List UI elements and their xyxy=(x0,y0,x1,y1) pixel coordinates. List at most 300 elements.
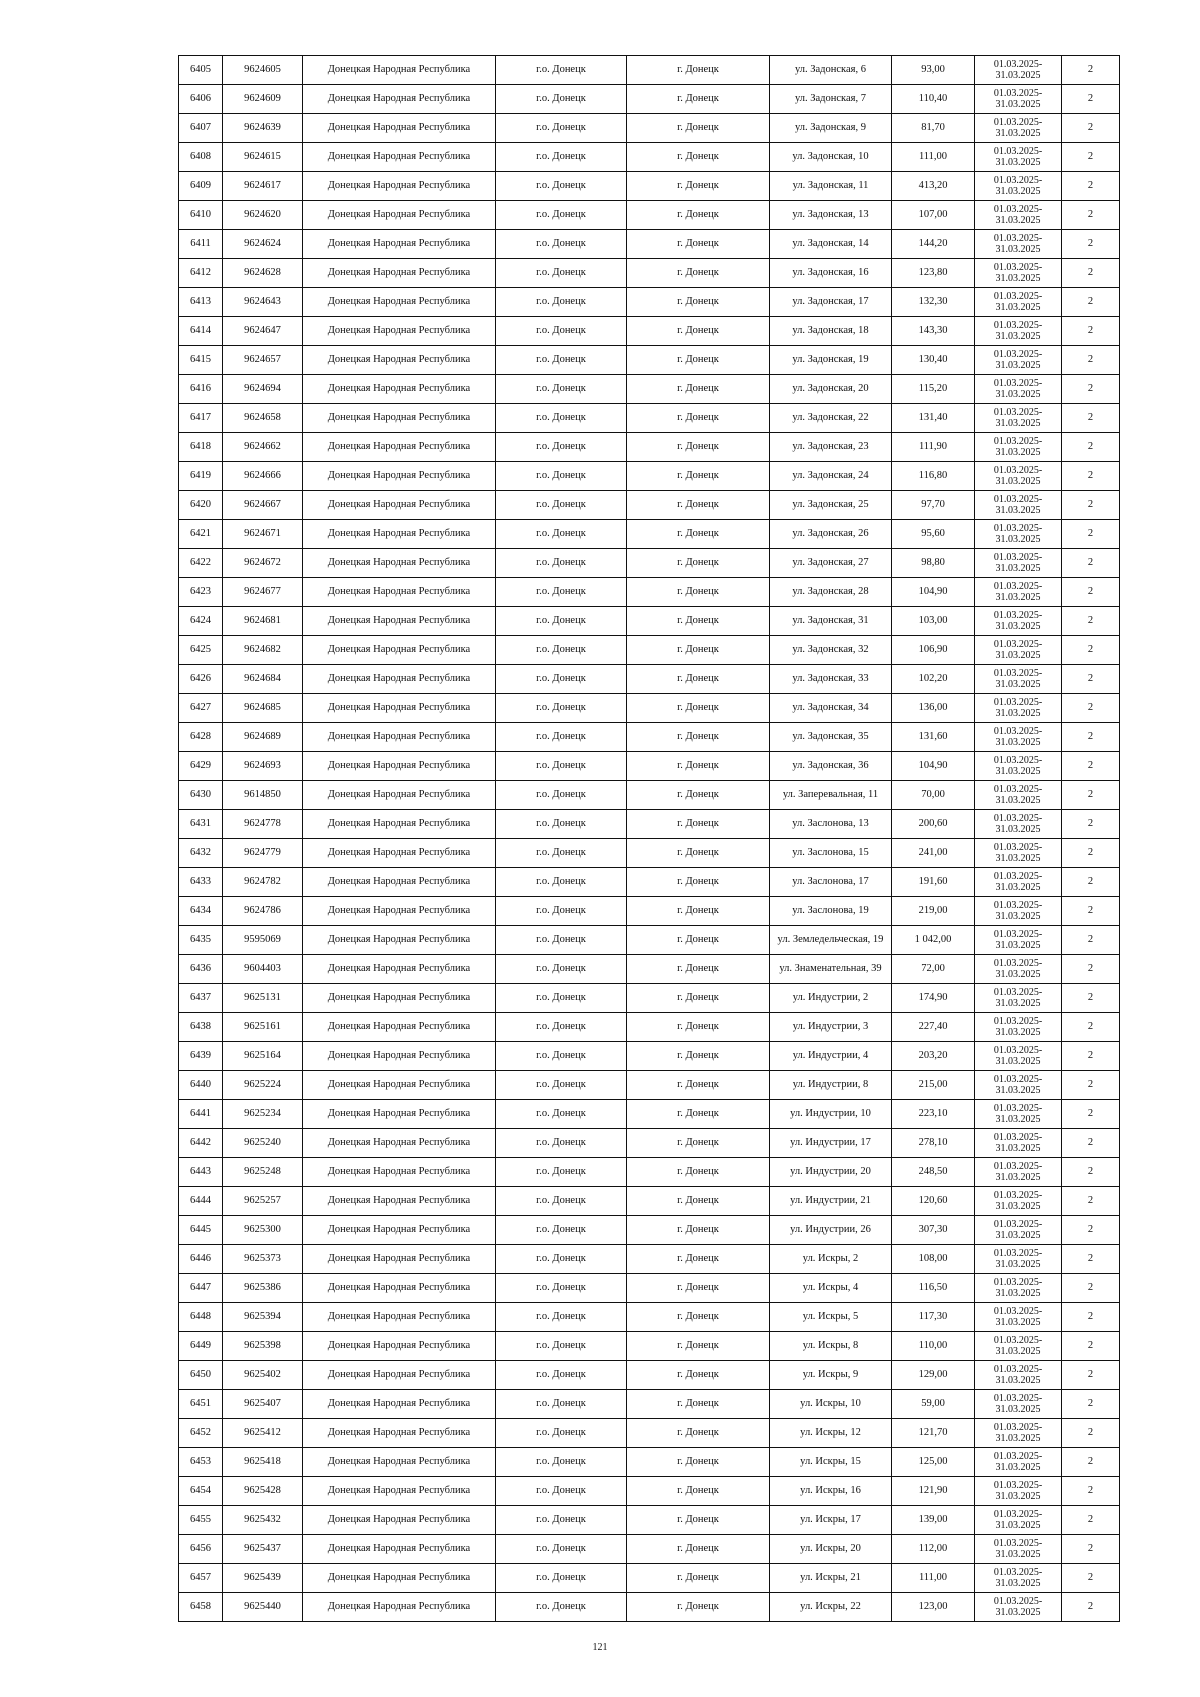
city-cell: г. Донецк xyxy=(627,404,770,433)
table-row xyxy=(179,549,1120,578)
category-cell: 2 xyxy=(1062,1535,1120,1564)
period-start: 01.03.2025- xyxy=(993,59,1043,70)
area-cell: 129,00 xyxy=(892,1361,975,1390)
row-number-cell: 6405 xyxy=(179,56,223,85)
table-row xyxy=(179,317,1120,346)
address-cell: ул. Задонская, 7 xyxy=(770,85,892,114)
row-number-cell: 6424 xyxy=(179,607,223,636)
area-cell: 116,80 xyxy=(892,462,975,491)
period-cell xyxy=(975,375,1062,404)
period-start: 01.03.2025- xyxy=(993,1393,1043,1404)
municipality-cell: г.о. Донецк xyxy=(496,375,627,404)
region-cell: Донецкая Народная Республика xyxy=(303,665,496,694)
row-number-cell: 6410 xyxy=(179,201,223,230)
table-row xyxy=(179,810,1120,839)
region-cell: Донецкая Народная Республика xyxy=(303,85,496,114)
address-cell: ул. Индустрии, 3 xyxy=(770,1013,892,1042)
table-row xyxy=(179,1100,1120,1129)
address-cell: ул. Земледельческая, 19 xyxy=(770,926,892,955)
period-end: 31.03.2025 xyxy=(995,1085,1041,1096)
cadastral-id-cell: 9624647 xyxy=(223,317,303,346)
cadastral-id-cell: 9625407 xyxy=(223,1390,303,1419)
category-cell: 2 xyxy=(1062,1042,1120,1071)
address-cell: ул. Индустрии, 21 xyxy=(770,1187,892,1216)
area-cell: 121,90 xyxy=(892,1477,975,1506)
row-number-cell: 6420 xyxy=(179,491,223,520)
table-row xyxy=(179,172,1120,201)
area-cell: 72,00 xyxy=(892,955,975,984)
area-cell: 81,70 xyxy=(892,114,975,143)
registry-table xyxy=(178,55,1120,1622)
period-end: 31.03.2025 xyxy=(995,795,1041,806)
address-cell: ул. Искры, 2 xyxy=(770,1245,892,1274)
address-cell: ул. Искры, 22 xyxy=(770,1593,892,1622)
period-start: 01.03.2025- xyxy=(993,204,1043,215)
municipality-cell: г.о. Донецк xyxy=(496,1535,627,1564)
city-cell: г. Донецк xyxy=(627,114,770,143)
period-cell xyxy=(975,462,1062,491)
cadastral-id-cell: 9625131 xyxy=(223,984,303,1013)
period-cell xyxy=(975,694,1062,723)
area-cell: 104,90 xyxy=(892,578,975,607)
address-cell: ул. Задонская, 31 xyxy=(770,607,892,636)
cadastral-id-cell: 9624662 xyxy=(223,433,303,462)
address-cell: ул. Задонская, 6 xyxy=(770,56,892,85)
period-end: 31.03.2025 xyxy=(995,592,1041,603)
period-start: 01.03.2025- xyxy=(993,494,1043,505)
area-cell: 125,00 xyxy=(892,1448,975,1477)
city-cell: г. Донецк xyxy=(627,1187,770,1216)
municipality-cell: г.о. Донецк xyxy=(496,781,627,810)
period-end: 31.03.2025 xyxy=(995,1027,1041,1038)
period-end: 31.03.2025 xyxy=(995,534,1041,545)
period-cell xyxy=(975,1361,1062,1390)
row-number-cell: 6431 xyxy=(179,810,223,839)
area-cell: 59,00 xyxy=(892,1390,975,1419)
area-cell: 97,70 xyxy=(892,491,975,520)
period-end: 31.03.2025 xyxy=(995,1578,1041,1589)
area-cell: 174,90 xyxy=(892,984,975,1013)
address-cell: ул. Знаменательная, 39 xyxy=(770,955,892,984)
municipality-cell: г.о. Донецк xyxy=(496,259,627,288)
period-end: 31.03.2025 xyxy=(995,853,1041,864)
period-start: 01.03.2025- xyxy=(993,987,1043,998)
period-cell xyxy=(975,549,1062,578)
category-cell: 2 xyxy=(1062,578,1120,607)
category-cell: 2 xyxy=(1062,926,1120,955)
period-end: 31.03.2025 xyxy=(995,1143,1041,1154)
cadastral-id-cell: 9624643 xyxy=(223,288,303,317)
area-cell: 112,00 xyxy=(892,1535,975,1564)
period-cell xyxy=(975,288,1062,317)
municipality-cell: г.о. Донецк xyxy=(496,114,627,143)
period-cell xyxy=(975,230,1062,259)
cadastral-id-cell: 9625432 xyxy=(223,1506,303,1535)
region-cell: Донецкая Народная Республика xyxy=(303,288,496,317)
city-cell: г. Донецк xyxy=(627,578,770,607)
area-cell: 106,90 xyxy=(892,636,975,665)
category-cell: 2 xyxy=(1062,1274,1120,1303)
address-cell: ул. Индустрии, 10 xyxy=(770,1100,892,1129)
area-cell: 111,90 xyxy=(892,433,975,462)
row-number-cell: 6406 xyxy=(179,85,223,114)
municipality-cell: г.о. Донецк xyxy=(496,172,627,201)
area-cell: 131,60 xyxy=(892,723,975,752)
period-start: 01.03.2025- xyxy=(993,175,1043,186)
municipality-cell: г.о. Донецк xyxy=(496,1274,627,1303)
period-end: 31.03.2025 xyxy=(995,621,1041,632)
city-cell: г. Донецк xyxy=(627,1071,770,1100)
row-number-cell: 6429 xyxy=(179,752,223,781)
period-end: 31.03.2025 xyxy=(995,215,1041,226)
period-end: 31.03.2025 xyxy=(995,360,1041,371)
region-cell: Донецкая Народная Республика xyxy=(303,607,496,636)
city-cell: г. Донецк xyxy=(627,491,770,520)
region-cell: Донецкая Народная Республика xyxy=(303,491,496,520)
category-cell: 2 xyxy=(1062,433,1120,462)
period-end: 31.03.2025 xyxy=(995,940,1041,951)
period-cell xyxy=(975,56,1062,85)
category-cell: 2 xyxy=(1062,230,1120,259)
municipality-cell: г.о. Донецк xyxy=(496,955,627,984)
city-cell: г. Донецк xyxy=(627,1158,770,1187)
period-start: 01.03.2025- xyxy=(993,1277,1043,1288)
cadastral-id-cell: 9625164 xyxy=(223,1042,303,1071)
table-row xyxy=(179,201,1120,230)
row-number-cell: 6447 xyxy=(179,1274,223,1303)
row-number-cell: 6450 xyxy=(179,1361,223,1390)
period-start: 01.03.2025- xyxy=(993,378,1043,389)
cadastral-id-cell: 9625224 xyxy=(223,1071,303,1100)
period-end: 31.03.2025 xyxy=(995,650,1041,661)
period-end: 31.03.2025 xyxy=(995,1404,1041,1415)
city-cell: г. Донецк xyxy=(627,955,770,984)
cadastral-id-cell: 9624617 xyxy=(223,172,303,201)
period-cell xyxy=(975,810,1062,839)
cadastral-id-cell: 9624672 xyxy=(223,549,303,578)
region-cell: Донецкая Народная Республика xyxy=(303,520,496,549)
area-cell: 144,20 xyxy=(892,230,975,259)
city-cell: г. Донецк xyxy=(627,1303,770,1332)
address-cell: ул. Искры, 10 xyxy=(770,1390,892,1419)
area-cell: 131,40 xyxy=(892,404,975,433)
area-cell: 104,90 xyxy=(892,752,975,781)
city-cell: г. Донецк xyxy=(627,665,770,694)
period-start: 01.03.2025- xyxy=(993,1190,1043,1201)
region-cell: Донецкая Народная Республика xyxy=(303,317,496,346)
period-cell xyxy=(975,723,1062,752)
period-end: 31.03.2025 xyxy=(995,1462,1041,1473)
cadastral-id-cell: 9625394 xyxy=(223,1303,303,1332)
cadastral-id-cell: 9624677 xyxy=(223,578,303,607)
period-start: 01.03.2025- xyxy=(993,1132,1043,1143)
city-cell: г. Донецк xyxy=(627,1013,770,1042)
period-cell xyxy=(975,1274,1062,1303)
cadastral-id-cell: 9624658 xyxy=(223,404,303,433)
row-number-cell: 6414 xyxy=(179,317,223,346)
period-cell xyxy=(975,1506,1062,1535)
city-cell: г. Донецк xyxy=(627,1332,770,1361)
period-end: 31.03.2025 xyxy=(995,244,1041,255)
category-cell: 2 xyxy=(1062,1419,1120,1448)
category-cell: 2 xyxy=(1062,694,1120,723)
address-cell: ул. Задонская, 35 xyxy=(770,723,892,752)
row-number-cell: 6433 xyxy=(179,868,223,897)
region-cell: Донецкая Народная Республика xyxy=(303,1303,496,1332)
city-cell: г. Донецк xyxy=(627,1100,770,1129)
table-row xyxy=(179,636,1120,665)
period-end: 31.03.2025 xyxy=(995,70,1041,81)
period-end: 31.03.2025 xyxy=(995,1288,1041,1299)
municipality-cell: г.о. Донецк xyxy=(496,1129,627,1158)
address-cell: ул. Заперевальная, 11 xyxy=(770,781,892,810)
address-cell: ул. Индустрии, 20 xyxy=(770,1158,892,1187)
period-start: 01.03.2025- xyxy=(993,755,1043,766)
period-start: 01.03.2025- xyxy=(993,88,1043,99)
table-row xyxy=(179,1274,1120,1303)
cadastral-id-cell: 9624667 xyxy=(223,491,303,520)
address-cell: ул. Заслонова, 13 xyxy=(770,810,892,839)
area-cell: 115,20 xyxy=(892,375,975,404)
period-end: 31.03.2025 xyxy=(995,1056,1041,1067)
category-cell: 2 xyxy=(1062,1506,1120,1535)
row-number-cell: 6435 xyxy=(179,926,223,955)
row-number-cell: 6456 xyxy=(179,1535,223,1564)
table-row xyxy=(179,1477,1120,1506)
municipality-cell: г.о. Донецк xyxy=(496,520,627,549)
period-cell xyxy=(975,172,1062,201)
period-cell xyxy=(975,984,1062,1013)
category-cell: 2 xyxy=(1062,1448,1120,1477)
region-cell: Донецкая Народная Республика xyxy=(303,549,496,578)
cadastral-id-cell: 9624615 xyxy=(223,143,303,172)
table-row xyxy=(179,1216,1120,1245)
period-end: 31.03.2025 xyxy=(995,882,1041,893)
category-cell: 2 xyxy=(1062,1071,1120,1100)
row-number-cell: 6446 xyxy=(179,1245,223,1274)
address-cell: ул. Задонская, 36 xyxy=(770,752,892,781)
city-cell: г. Донецк xyxy=(627,1506,770,1535)
category-cell: 2 xyxy=(1062,1245,1120,1274)
period-end: 31.03.2025 xyxy=(995,1433,1041,1444)
municipality-cell: г.о. Донецк xyxy=(496,926,627,955)
area-cell: 95,60 xyxy=(892,520,975,549)
region-cell: Донецкая Народная Республика xyxy=(303,984,496,1013)
municipality-cell: г.о. Донецк xyxy=(496,1187,627,1216)
address-cell: ул. Заслонова, 17 xyxy=(770,868,892,897)
address-cell: ул. Задонская, 28 xyxy=(770,578,892,607)
city-cell: г. Донецк xyxy=(627,1129,770,1158)
row-number-cell: 6407 xyxy=(179,114,223,143)
category-cell: 2 xyxy=(1062,259,1120,288)
period-end: 31.03.2025 xyxy=(995,1317,1041,1328)
cadastral-id-cell: 9625402 xyxy=(223,1361,303,1390)
category-cell: 2 xyxy=(1062,520,1120,549)
row-number-cell: 6409 xyxy=(179,172,223,201)
city-cell: г. Донецк xyxy=(627,288,770,317)
period-cell xyxy=(975,520,1062,549)
address-cell: ул. Задонская, 25 xyxy=(770,491,892,520)
period-cell xyxy=(975,1013,1062,1042)
city-cell: г. Донецк xyxy=(627,984,770,1013)
region-cell: Донецкая Народная Республика xyxy=(303,897,496,926)
table-row xyxy=(179,404,1120,433)
area-cell: 132,30 xyxy=(892,288,975,317)
table-row xyxy=(179,1419,1120,1448)
table-row xyxy=(179,1390,1120,1419)
region-cell: Донецкая Народная Республика xyxy=(303,578,496,607)
period-end: 31.03.2025 xyxy=(995,331,1041,342)
table-row xyxy=(179,578,1120,607)
cadastral-id-cell: 9624778 xyxy=(223,810,303,839)
category-cell: 2 xyxy=(1062,201,1120,230)
row-number-cell: 6449 xyxy=(179,1332,223,1361)
region-cell: Донецкая Народная Республика xyxy=(303,1361,496,1390)
city-cell: г. Донецк xyxy=(627,317,770,346)
row-number-cell: 6413 xyxy=(179,288,223,317)
period-end: 31.03.2025 xyxy=(995,418,1041,429)
table-row xyxy=(179,143,1120,172)
period-start: 01.03.2025- xyxy=(993,581,1043,592)
region-cell: Донецкая Народная Республика xyxy=(303,781,496,810)
region-cell: Донецкая Народная Республика xyxy=(303,259,496,288)
area-cell: 123,80 xyxy=(892,259,975,288)
region-cell: Донецкая Народная Республика xyxy=(303,1564,496,1593)
municipality-cell: г.о. Донецк xyxy=(496,1506,627,1535)
period-start: 01.03.2025- xyxy=(993,726,1043,737)
address-cell: ул. Индустрии, 2 xyxy=(770,984,892,1013)
municipality-cell: г.о. Донецк xyxy=(496,462,627,491)
period-start: 01.03.2025- xyxy=(993,1306,1043,1317)
address-cell: ул. Задонская, 22 xyxy=(770,404,892,433)
municipality-cell: г.о. Донецк xyxy=(496,201,627,230)
category-cell: 2 xyxy=(1062,810,1120,839)
row-number-cell: 6422 xyxy=(179,549,223,578)
row-number-cell: 6440 xyxy=(179,1071,223,1100)
cadastral-id-cell: 9625428 xyxy=(223,1477,303,1506)
region-cell: Донецкая Народная Республика xyxy=(303,346,496,375)
city-cell: г. Донецк xyxy=(627,1245,770,1274)
period-end: 31.03.2025 xyxy=(995,998,1041,1009)
area-cell: 117,30 xyxy=(892,1303,975,1332)
municipality-cell: г.о. Донецк xyxy=(496,1100,627,1129)
row-number-cell: 6444 xyxy=(179,1187,223,1216)
period-start: 01.03.2025- xyxy=(993,900,1043,911)
row-number-cell: 6445 xyxy=(179,1216,223,1245)
cadastral-id-cell: 9624779 xyxy=(223,839,303,868)
region-cell: Донецкая Народная Республика xyxy=(303,955,496,984)
city-cell: г. Донецк xyxy=(627,1216,770,1245)
period-end: 31.03.2025 xyxy=(995,1491,1041,1502)
municipality-cell: г.о. Донецк xyxy=(496,897,627,926)
period-end: 31.03.2025 xyxy=(995,679,1041,690)
cadastral-id-cell: 9625418 xyxy=(223,1448,303,1477)
period-end: 31.03.2025 xyxy=(995,302,1041,313)
table-row xyxy=(179,230,1120,259)
region-cell: Донецкая Народная Республика xyxy=(303,1477,496,1506)
row-number-cell: 6416 xyxy=(179,375,223,404)
cadastral-id-cell: 9625161 xyxy=(223,1013,303,1042)
municipality-cell: г.о. Донецк xyxy=(496,1564,627,1593)
cadastral-id-cell: 9624685 xyxy=(223,694,303,723)
category-cell: 2 xyxy=(1062,984,1120,1013)
period-end: 31.03.2025 xyxy=(995,1520,1041,1531)
period-end: 31.03.2025 xyxy=(995,273,1041,284)
table-row xyxy=(179,1013,1120,1042)
municipality-cell: г.о. Донецк xyxy=(496,1390,627,1419)
address-cell: ул. Искры, 21 xyxy=(770,1564,892,1593)
period-end: 31.03.2025 xyxy=(995,563,1041,574)
city-cell: г. Донецк xyxy=(627,520,770,549)
table-row xyxy=(179,1361,1120,1390)
period-end: 31.03.2025 xyxy=(995,476,1041,487)
region-cell: Донецкая Народная Республика xyxy=(303,433,496,462)
category-cell: 2 xyxy=(1062,897,1120,926)
row-number-cell: 6436 xyxy=(179,955,223,984)
page-number: 121 xyxy=(592,1642,608,1653)
city-cell: г. Донецк xyxy=(627,462,770,491)
municipality-cell: г.о. Донецк xyxy=(496,230,627,259)
table-row xyxy=(179,984,1120,1013)
category-cell: 2 xyxy=(1062,85,1120,114)
city-cell: г. Донецк xyxy=(627,752,770,781)
category-cell: 2 xyxy=(1062,1158,1120,1187)
row-number-cell: 6438 xyxy=(179,1013,223,1042)
row-number-cell: 6458 xyxy=(179,1593,223,1622)
period-start: 01.03.2025- xyxy=(993,1335,1043,1346)
category-cell: 2 xyxy=(1062,636,1120,665)
period-start: 01.03.2025- xyxy=(993,233,1043,244)
period-start: 01.03.2025- xyxy=(993,262,1043,273)
cadastral-id-cell: 9624609 xyxy=(223,85,303,114)
period-cell xyxy=(975,1332,1062,1361)
cadastral-id-cell: 9625398 xyxy=(223,1332,303,1361)
table-row xyxy=(179,1535,1120,1564)
period-cell xyxy=(975,955,1062,984)
period-start: 01.03.2025- xyxy=(993,117,1043,128)
city-cell: г. Донецк xyxy=(627,1448,770,1477)
period-end: 31.03.2025 xyxy=(995,1375,1041,1386)
period-start: 01.03.2025- xyxy=(993,146,1043,157)
region-cell: Донецкая Народная Республика xyxy=(303,230,496,259)
period-cell xyxy=(975,1245,1062,1274)
address-cell: ул. Индустрии, 26 xyxy=(770,1216,892,1245)
address-cell: ул. Задонская, 23 xyxy=(770,433,892,462)
cadastral-id-cell: 9595069 xyxy=(223,926,303,955)
table-row xyxy=(179,346,1120,375)
municipality-cell: г.о. Донецк xyxy=(496,1216,627,1245)
city-cell: г. Донецк xyxy=(627,1564,770,1593)
category-cell: 2 xyxy=(1062,404,1120,433)
period-cell xyxy=(975,114,1062,143)
period-cell xyxy=(975,897,1062,926)
period-start: 01.03.2025- xyxy=(993,610,1043,621)
period-cell xyxy=(975,1100,1062,1129)
area-cell: 111,00 xyxy=(892,1564,975,1593)
period-start: 01.03.2025- xyxy=(993,1567,1043,1578)
period-cell xyxy=(975,1071,1062,1100)
region-cell: Донецкая Народная Республика xyxy=(303,1216,496,1245)
period-start: 01.03.2025- xyxy=(993,436,1043,447)
row-number-cell: 6425 xyxy=(179,636,223,665)
region-cell: Донецкая Народная Республика xyxy=(303,1158,496,1187)
period-cell xyxy=(975,1564,1062,1593)
category-cell: 2 xyxy=(1062,1593,1120,1622)
period-start: 01.03.2025- xyxy=(993,1480,1043,1491)
region-cell: Донецкая Народная Республика xyxy=(303,1100,496,1129)
category-cell: 2 xyxy=(1062,1332,1120,1361)
area-cell: 98,80 xyxy=(892,549,975,578)
